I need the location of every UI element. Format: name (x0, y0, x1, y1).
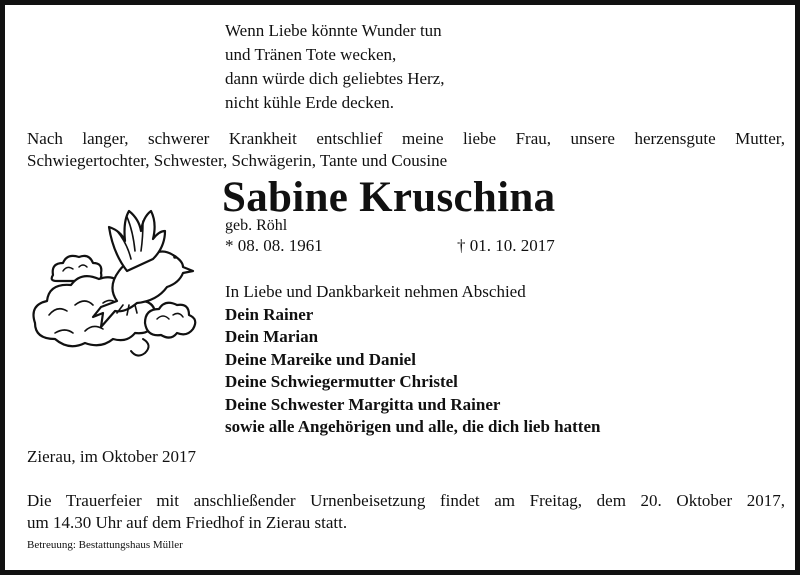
undertaker-credit: Betreuung: Bestattungshaus Müller (27, 539, 183, 551)
mourner-line: Dein Marian (225, 327, 319, 346)
funeral-line: Die Trauerfeier mit anschließender Urnenbeisetzung findet am Freitag, dem 20. Oktober 2017, (27, 491, 785, 510)
dove-on-clouds-icon (25, 205, 205, 365)
farewell-section (225, 281, 600, 439)
poem-line: nicht kühle Erde decken. (225, 93, 394, 112)
funeral-line: um 14.30 Uhr auf dem Friedhof in Zierau statt. (27, 513, 348, 532)
mourner-line: Dein Rainer (225, 304, 314, 324)
funeral-notice (27, 490, 785, 534)
poem (225, 19, 445, 115)
poem-line: Wenn Liebe könnte Wunder tun (225, 21, 442, 40)
mourner-line: sowie alle Angehörigen und alle, die dich lieb hatten (225, 417, 601, 436)
maiden-name: geb. Röhl (225, 217, 288, 234)
death-date: † 01. 10. 2017 (457, 236, 555, 255)
mourner-line: Deine Schwester Margitta und Rainer (225, 394, 501, 414)
poem-line: und Tränen Tote wecken, (225, 45, 397, 64)
mourner-line: Deine Schwiegermutter Christel (225, 372, 458, 391)
deceased-name: Sabine Kruschina (222, 174, 556, 221)
birth-date: * 08. 08. 1961 (225, 236, 323, 255)
intro-text (27, 128, 785, 172)
place-date: Zierau, im Oktober 2017 (27, 447, 197, 466)
poem-line: dann würde dich geliebtes Herz, (225, 69, 445, 88)
mourner-line: Deine Mareike und Daniel (225, 349, 416, 369)
intro-line: Schwiegertochter, Schwester, Schwägerin, Tante und Cousine (27, 151, 448, 170)
farewell-heading: In Liebe und Dankbarkeit nehmen Abschied (225, 282, 526, 301)
intro-line: Nach langer, schwerer Krankheit entschlief meine liebe Frau, unsere herzensgute Mutter, (27, 129, 785, 148)
